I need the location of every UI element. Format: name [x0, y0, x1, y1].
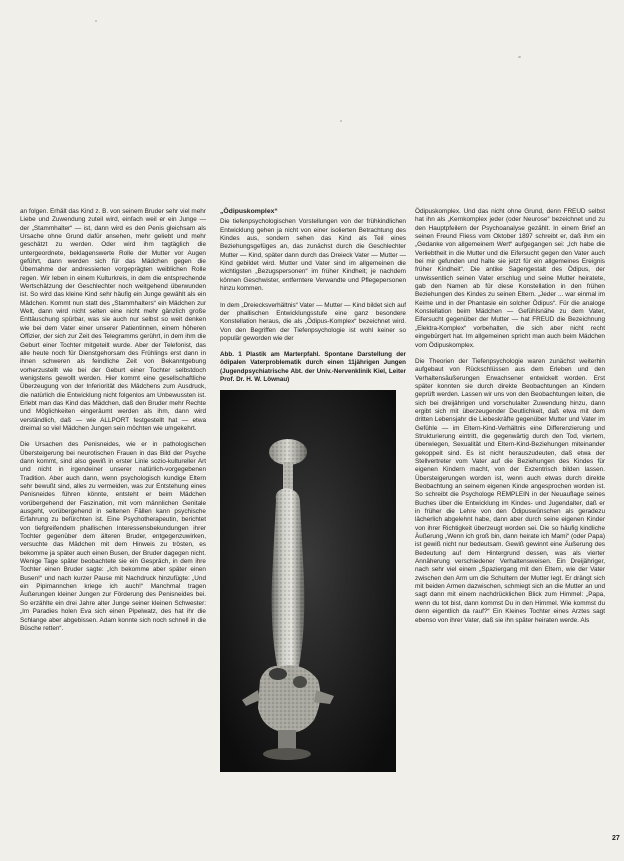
section-heading: „Ödipuskomplex“: [220, 208, 278, 215]
body-paragraph: In dem „Dreiecksverhältnis“ Vater — Mutter — Kind bildet sich auf der phallischen Entwicklungsstufe eine ganz besondere Konstellation heraus, die als „Ödipus-Komplex“ bezeichnet wird. Von den Begriffen der Tiefenpsychologie ist wohl keiner so populär geworden wie der: [220, 301, 406, 342]
body-paragraph: Die Ursachen des Penisneides, wie er in pathologischen Übersteigerung bei neurotischen Frauen in das Bild der Psyche dann kommt, sind also gewiß in erster Linie sozio-kultureller Art und nicht in irgendeiner unserer natürlich-vorgegebenen Tradition. Aber auch dann, wenn psychologisch kundige Eltern sehr bewußt sind, alles zu vermeiden, was zur Entstehung eines Penisneides führen könnte, entsteht er beim Mädchen vorübergehend der Faszination, mit vom männlichen Genitale ausgeht, vorübergehend in seltenen Fällen kann psychische Erfahrung zu befürchten ist. Eine Psychotherapeutin, berichtet von tiefgreifendem phallischen Interessensbekundungen ihrer Tochter gegenüber dem älteren Bruder, entgegenzuwirken, versuchte das Mädchen mit dem Hinweis zu trösten, es bekomme ja später auch einen Busen, der Bruder dagegen nicht. Wenige Tage später beobachtete sie ein Gespräch, in dem ihre Tochter einen Bruder sagte: „Ich bekomme aber später einen Busen!“ und nach kurzer Pause mit Nachdruck hinzufügte: „Und ein Pipimannchen kriege ich auch!“ Manchmal tragen Äußerungen kleiner Jungen zur Förderung des Penisneides bei. So erzählte ein drei Jahre alter Junge seiner kleinen Schwester: „Im Paradies holen Eva sich einen Pipelwatz, des hat ihr die Schlange aber abgebissen. Adam konnte sich noch schnell in die Büsche retten“.: [20, 441, 206, 632]
body-paragraph: Ödipuskomplex. Und das nicht ohne Grund, denn FREUD selbst hat ihn als „Kernkomplex jeder (oder Neurose“ bezeichnet und zu den Hauptpfeilern der Psychoanalyse gezählt. In einem Brief an seinen Freund Fliess vom Oktober 1897 schreibt er, daß ihm ein „Gedanke von allgemeinem Wert“ aufgegangen sei: „Ich habe die Verliebtheit in die Mutter und die Eifersucht gegen den Vater auch bei mir gefunden und halte sie jetzt für ein allgemeines Ereignis früher Kindheit“. Die antike Sagengestalt des Ödipus, der unwissentlich seinen Vater erschlug und seine Mutter heiratete, gab den Namen ab für diese Konstellation in den frühen Beziehungen des Kindes zu seinen Eltern. „Jeder ... war einmal im Keime und in der Phantasie ein solcher Ödipus“. Für die analoge Konstellation beim Mädchen — Gefühlsnähe zu dem Vater, Eifersucht gegenüber der Mutter — hat FREUD die Bezeichnung „Elektra-Komplex“ vorbehalten, die sich aber nicht recht eingebürgert hat. Im allgemeinen spricht man auch beim Mädchen vom Ödipuskomplex.: [415, 208, 605, 349]
scan-speck: [95, 20, 97, 22]
scan-speck: [518, 56, 521, 58]
text-column-left: [20, 208, 206, 633]
text-column-right: [415, 208, 605, 625]
page-number: 27: [612, 835, 620, 842]
scan-speck: [340, 120, 342, 122]
sculpture-photo: [220, 390, 396, 772]
body-paragraph: Die Theorien der Tiefenpsychologie waren zunächst weiterhin aufgebaut von Rückschlüssen aus dem Erleben und den Verhaltensäußerungen Erwachsener entwickelt worden. Erst später konnten sie durch direkte Beobachtungen an Kindern geprüft werden. Lassen wir uns von den Beobachtungen leiten, die sich bei dreijährigen und vorschulalter Zuwendung hinzu, dann ergibt sich mit überzeugender Deutlichkeit, daß etwa mit dem dritten Lebensjahr die Liebeskräfte gegenüber Mutter und Vater im Gefühle — im Eltern-Kind-Verhältnis eine Differenzierung und Strukturierung eintritt, die gegenwärtig durch den Tod, viertem, überwiegen, Sexualität und Eltern-Kind-Beziehungen miteinander gekoppelt sind. Es ist nicht herauszudeuten, daß etwa der Stellvertreter vom Vater auf die Beziehungen des Kindes für eigenen Kindern macht, von der Exzentrisch bilden lassen. Übersteigerungen worden ist, wenn auch etwas durch direkte Beobachtung an seinem eigenen Kinde angesprochen worden ist. So schreibt die Psychologe REMPLEIN in der Neuauflage seines Buches über die Entwicklung im Kindes- und Jugendalter, daß er in früher die Lehre von den Ödipuswünschen als geradezu lächerlich abgelehnt habe, dann aber durch seine eigenen Kinder von ihrer Richtigkeit überzeugt worden sei. Die so häufig kindliche Äußerung „Wenn ich groß bin, dann heirate ich Mami“ (oder Papa) ist gewiß nicht nur bedeutsam. Gewiß gewinnt eine Äußerung des Bedeutung auf dem Hintergrund dessen, was als vierter Annäherung verschiedener Verhaltensweisen. Ein Dreijähriger, nach sehr viel einem „Spaziergang mit den Eltern, wie der Vater zwischen den Arm um die Schultern der Mutter legt. Er drängt sich mit beiden Armen dazwischen, schmiegt sich an die Mutter an und sagt dann mit einem nachdrücklichen Blick zum Himmel: „Papa, wenn du tot bist, dann kommst Du in den Himmel. Wie kommst du denn eigentlich da rauf?“ Ein Kleines Tochter eines Arztes sagt ebenso von ihrer Vater, daß sie ihn später heiraten werde. Als: [415, 357, 605, 624]
figure-caption: Abb. 1 Plastik am Marterpfahl. Spontane Darstellung der ödipalen Vaterproblematik durch einen 11jährigen Jungen (Jugendpsychiatrische Abt. der Univ.-Nervenklinik Kiel, Leiter Prof. Dr. H. W. Löwnau): [220, 351, 406, 383]
totem-sculpture-image: [220, 390, 396, 772]
body-paragraph: Die tiefenpsychologischen Vorstellungen von der frühkindlichen Entwicklung gehen ja nicht von einer isolierten Betrachtung des Kindes aus, sondern sehen das Kind als Teil eines Beziehungsgefüges an, das zunächst durch die Geschlechter Mutter — Kind, später dann durch das Dreieck Vater — Mutter — Kind gebildet wird. Mutter und Vater sind im allgemeinen die wichtigsten „Bezugspersonen“ im früher Kindheit; je nachdem können Geschwister, entferntere Verwandte und Pflegepersonen hinzu kommen.: [220, 218, 406, 293]
body-paragraph: an folgen. Erhält das Kind z. B. von seinem Bruder sehr viel mehr Liebe und Zuwendung zuteil wird, einfach weil er ein Junge — der „Stammhalter“ — ist, dann wird es den Penis gleichsam als Ursache ohne Grund dafür ansehen, mehr geliebt und mehr geschätzt zu werden. Oder wird ihm tagtäglich die untergeordnete, beklagenswerte Rolle der Mutter vor Augen geführt, dann werden sich für das Mädchen gegen die Übernahme der andressierten vorgeprägten weiblichen Rolle regen. Wir leben in einem Kulturkreis, in dem die entsprechende Wertschätzung der Geschlechter noch weitgehend überwunden ist. So wird das kleine Kind sehr häufig ein Junge gewählt als ein Mädchen. Kommt nun statt des „Stammhalters“ ein Mädchen zur Welt, dann wird nicht selten eine nicht mehr gänzlich große Enttäuschung spürbar, was sie auch nur selbst so weit denken wie bei dem Vater einer unserer Patientinnen, einem höheren Offizier, der sich zur Zeit des Telegramms gerührt, in dem ihm die Geburt einer Tochter mitgeteilt wurde. Aber der Telefonist, das alle heute noch für Dienstgehorsam des Frühlings erst dann in ihnen schweren als feindliche Zeit von Bekanntgebung vorherzustellt wie bei der Geburt einer Tochter selbstdoch wenigstens gewollt werden. Hier kommt eine gesellschaftliche Überzeugung von der Inferiorität des Mädchens zum Ausdruck, die natürlich die Entwicklung nicht folgenlos am Unbewussten ist. Erlebt man das Kind das Mädchen, daß den Bruder mehr Rechte und Möglichkeiten eingeräumt werden als ihm, dann wird verständlich, daß — wie ALLPORT festgestellt hat — etwa dreimal so viel Mädchen Jungen sein möchten wie umgekehrt.: [20, 208, 206, 432]
text-column-middle: [220, 208, 406, 772]
